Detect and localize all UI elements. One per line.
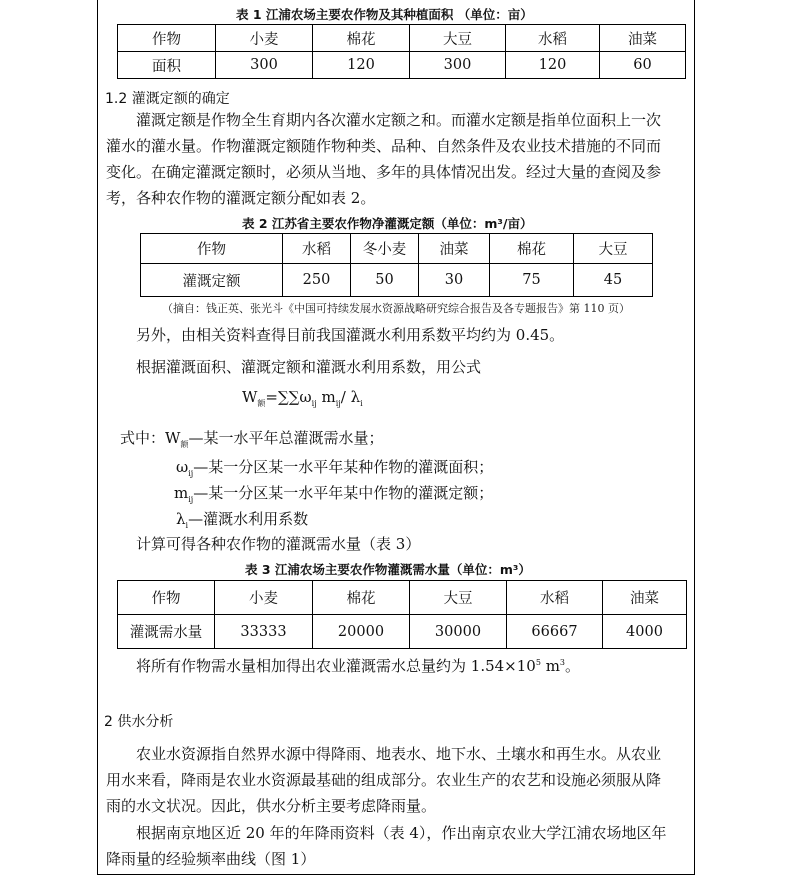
table1-caption: 表 1 江浦农场主要农作物及其种植面积 （单位：亩） [236, 7, 533, 22]
table1-header-cell: 水稻 [506, 25, 600, 52]
paragraph-line: 雨的水文状况。因此，供水分析主要考虑降雨量。 [106, 797, 437, 815]
table1-cell: 面积 [118, 52, 216, 79]
table2-cell: 45 [574, 264, 653, 297]
table1-cell: 120 [313, 52, 410, 79]
formula-lambda-sub: i [360, 399, 363, 408]
table2-cell: 75 [490, 264, 574, 297]
table2-header-cell: 大豆 [574, 234, 653, 264]
table-row [141, 264, 653, 297]
table3-caption: 表 3 江浦农场主要农作物灌溉需水量（单位：m³） [245, 562, 531, 577]
table1-header-row [118, 25, 686, 52]
table3-header-cell: 小麦 [215, 581, 313, 615]
table1-header-cell: 大豆 [410, 25, 506, 52]
table2-header-cell: 油菜 [419, 234, 490, 264]
irrigation-formula [242, 388, 363, 409]
table2 [140, 233, 653, 297]
paragraph-line: 灌水的灌水量。作物灌溉定额随作物种类、品种、自然条件及农业技术措施的不同而 [106, 137, 662, 155]
table3-cell: 灌溉需水量 [118, 615, 215, 649]
formula-intro-paragraph: 根据灌溉面积、灌溉定额和灌溉水利用系数，用公式 [136, 358, 482, 376]
table3-header-cell: 油菜 [603, 581, 687, 615]
formula-m-sub: ij [335, 399, 341, 408]
table3 [117, 580, 687, 649]
table1-header-cell: 作物 [118, 25, 216, 52]
formula-w-sub: 额 [257, 399, 266, 408]
formula-divide: / λ [340, 388, 361, 406]
paragraph-line: 灌溉定额是作物全生育期内各次灌水定额之和。而灌水定额是指单位面积上一次 [136, 111, 662, 129]
paragraph-line: 变化。在确定灌溉定额时，必须从当地、多年的具体情况出发。经过大量的查阅及参 [106, 163, 662, 181]
table2-header-cell: 棉花 [490, 234, 574, 264]
paragraph-line: 农业水资源指自然界水源中得降雨、地表水、地下水、土壤水和再生水。从农业 [136, 745, 662, 763]
table2-header-cell: 冬小麦 [351, 234, 419, 264]
section-1-2-heading: 1.2 灌溉定额的确定 [105, 91, 230, 107]
table3-cell: 66667 [507, 615, 603, 649]
table3-header-row [118, 581, 687, 615]
table1 [117, 24, 686, 79]
table-row [118, 52, 686, 79]
table3-header-cell: 大豆 [410, 581, 507, 615]
table2-cell: 50 [351, 264, 419, 297]
table3-header-cell: 棉花 [313, 581, 410, 615]
table1-header-cell: 棉花 [313, 25, 410, 52]
table1-cell: 300 [410, 52, 506, 79]
formula-w: W [242, 388, 258, 406]
table3-cell: 33333 [215, 615, 313, 649]
formula-sum: =∑∑ω [265, 388, 312, 406]
definition-m: $m_{ij}—$某一分区某一水平年某中作物的灌溉定额； [174, 484, 494, 504]
paragraph-line: 降雨量的经验频率曲线（图 1） [106, 850, 316, 868]
section-1-2-paragraph [106, 107, 686, 211]
table2-header-cell: 水稻 [283, 234, 351, 264]
table2-cell: 灌溉定额 [141, 264, 283, 297]
table3-header-cell: 作物 [118, 581, 215, 615]
definition-omega: $\omega_{ij}—$某一分区某一水平年某种作物的灌溉面积； [176, 458, 494, 478]
table2-cell: 30 [419, 264, 490, 297]
definition-w: 式中：$W_额—$某一水平年总灌溉需水量； [120, 429, 384, 449]
table1-cell: 300 [216, 52, 313, 79]
table3-cell: 4000 [603, 615, 687, 649]
formula-omega-sub: ij [311, 399, 317, 408]
paragraph-line: 根据南京地区近 20 年的年降雨资料（表 4），作出南京农业大学江浦农场地区年 [136, 824, 667, 842]
table-row [118, 615, 687, 649]
calc-paragraph: 计算可得各种农作物的灌溉需水量（表 3） [136, 535, 421, 553]
table3-cell: 20000 [313, 615, 410, 649]
definition-lambda: $\lambda_i—$灌溉水利用系数 [176, 510, 309, 530]
table2-source-note: （摘自：钱正英、张光斗《中国可持续发展水资源战略研究综合报告及各专题报告》第 110 页） [162, 302, 630, 315]
section-2-paragraph-1 [106, 741, 686, 819]
paragraph-line: 用水来看，降雨是农业水资源最基础的组成部分。农业生产的农艺和设施必须服从降 [106, 771, 662, 789]
table3-header-cell: 水稻 [507, 581, 603, 615]
table1-header-cell: 油菜 [600, 25, 686, 52]
section-2-paragraph-2 [106, 820, 686, 872]
table1-header-cell: 小麦 [216, 25, 313, 52]
table2-header-cell: 作物 [141, 234, 283, 264]
coefficient-paragraph: 另外，由相关资料查得目前我国灌溉水利用系数平均约为 0.45。 [136, 326, 565, 344]
total-paragraph: 将所有作物需水量相加得出农业灌溉需水总量约为 $1.54\times 10^5$ $m^3$。 [136, 657, 581, 675]
table2-cell: 250 [283, 264, 351, 297]
table2-header-row [141, 234, 653, 264]
section-2-heading: 2 供水分析 [104, 714, 174, 730]
table1-cell: 120 [506, 52, 600, 79]
table2-caption: 表 2 江苏省主要农作物净灌溉定额（单位：m³/亩） [242, 216, 533, 231]
table3-cell: 30000 [410, 615, 507, 649]
formula-m: m [321, 388, 336, 406]
table1-cell: 60 [600, 52, 686, 79]
paragraph-line: 考，各种农作物的灌溉定额分配如表 2。 [106, 189, 376, 207]
